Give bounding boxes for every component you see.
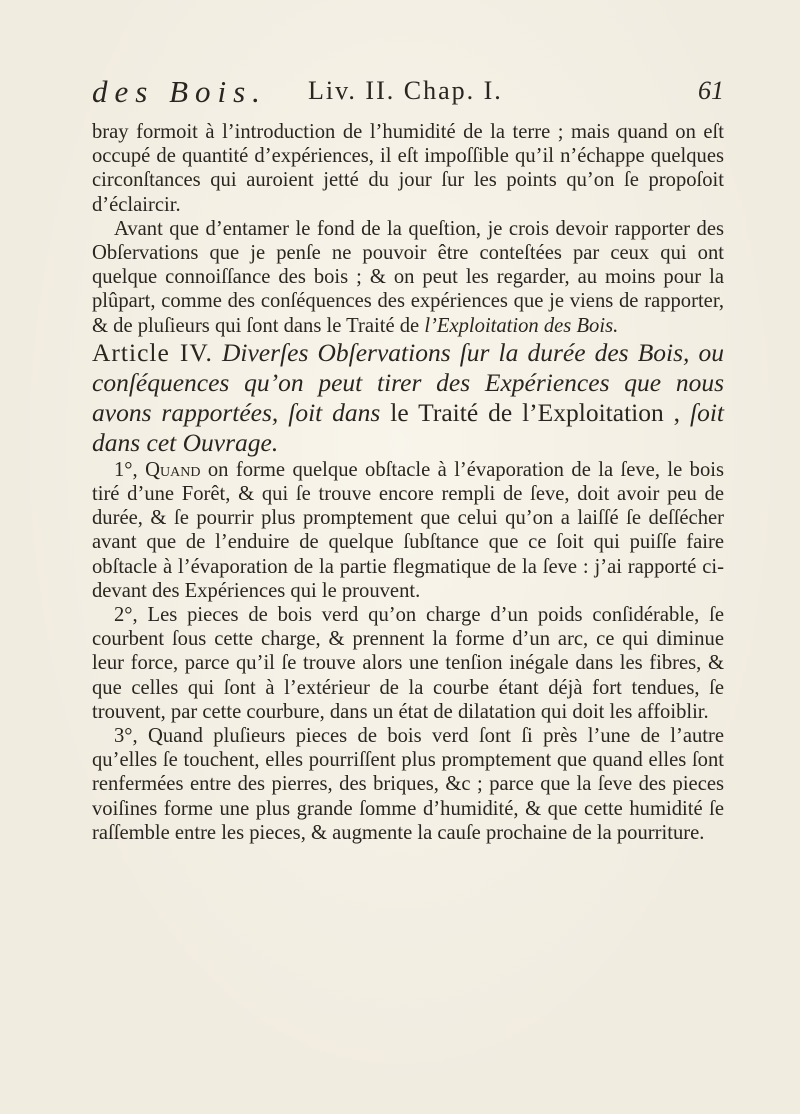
article-title-part-2: ſoit dans: [288, 397, 381, 427]
item-2-text: Les pieces de bois verd qu’on charge d’un poids conſidérable, ſe courbent ſous cette charge, & prennent la forme d’un arc, ce qui diminue leur force, parce qu’il ſe trouve alors une tenſion inégale dans les fibres, & que celles qui ſont à l’extérieur de la courbe étant déjà fort tendues, ſe trouvent, par cette courbure, dans un état de dilatation qui doit les affoiblir.: [92, 604, 724, 723]
article-label: Article IV.: [92, 337, 213, 367]
item-3-number: 3°,: [114, 725, 149, 748]
item-1-text: on forme quelque obſtacle à l’évaporation de la ſeve, le bois tiré d’une Forêt, & qui ſe trouve encore rempli de ſeve, doit avoir peu de durée, & ſe pourrir plus promptement que celui qu’on a laiſſé ſe deſſécher avant que de l’enduire de quelque ſubſtance que ce ſoit qui puiſſe faire obſtacle à l’évaporation de la partie flegmatique de la ſeve : j’ai rapporté ci-devant des Expériences qui le prouvent.: [92, 458, 724, 602]
paragraph-observations: [92, 217, 724, 338]
item-3: [92, 724, 724, 845]
paragraph-continuation: bray formoit à l’introduction de l’humidité de la terre ; mais quand on eſt occupé de quantité d’expériences, il eſt impoſſible qu’il n’échappe quelques circonſtances qui auroient jetté du jour ſur les points qu’on ſe propoſoit d’éclaircir.: [92, 121, 724, 216]
page-number: 61: [698, 76, 724, 105]
article-heading: [92, 338, 724, 458]
running-title-left: des Bois.: [92, 74, 267, 109]
item-1-lead-word: Quand: [145, 458, 201, 481]
paragraph-observations-title: l’Exploitation des Bois.: [424, 314, 619, 337]
item-2: [92, 603, 724, 724]
item-1: [92, 458, 724, 603]
paragraph-observations-text: Avant que d’entamer le fond de la queſtion, je crois devoir rapporter des Obſervations que je penſe ne pouvoir être conteſtées par ceux qui ont quelque connoiſſance des bois ; & on peut les regarder, au moins pour la plûpart, comme des conſéquences des expériences que je viens de rapporter, & de pluſieurs qui ſont dans le Traité de: [92, 217, 724, 337]
running-header: [92, 74, 724, 114]
article-title-part-4: ſoit dans cet Ouvrage.: [92, 397, 724, 457]
main-text: [92, 120, 724, 845]
item-1-number: 1°,: [114, 458, 146, 481]
running-title-chapter: Liv. II. Chap. I.: [308, 76, 503, 105]
item-2-number: 2°,: [114, 604, 148, 627]
article-title-part-1: Diverſes Obſervations ſur la durée des Bois, ou conſéquences qu’on peut tirer des Expériences que nous avons rapportées,: [92, 337, 724, 427]
item-3-text: Quand pluſieurs pieces de bois verd ſont ſi près l’une de l’autre qu’elles ſe touchent, elles pourriſſent plus promptement que quand elles ſont renfermées entre des pierres, des briques, &c ; parce que la ſeve des pieces voiſines forme une plus grande ſomme d’humidité, & que cette humidité ſe raſſemble entre les pieces, & augmente la cauſe prochaine de la pourriture.: [92, 725, 724, 844]
article-title-part-3: le Traité de l’Exploitation ,: [380, 397, 690, 427]
